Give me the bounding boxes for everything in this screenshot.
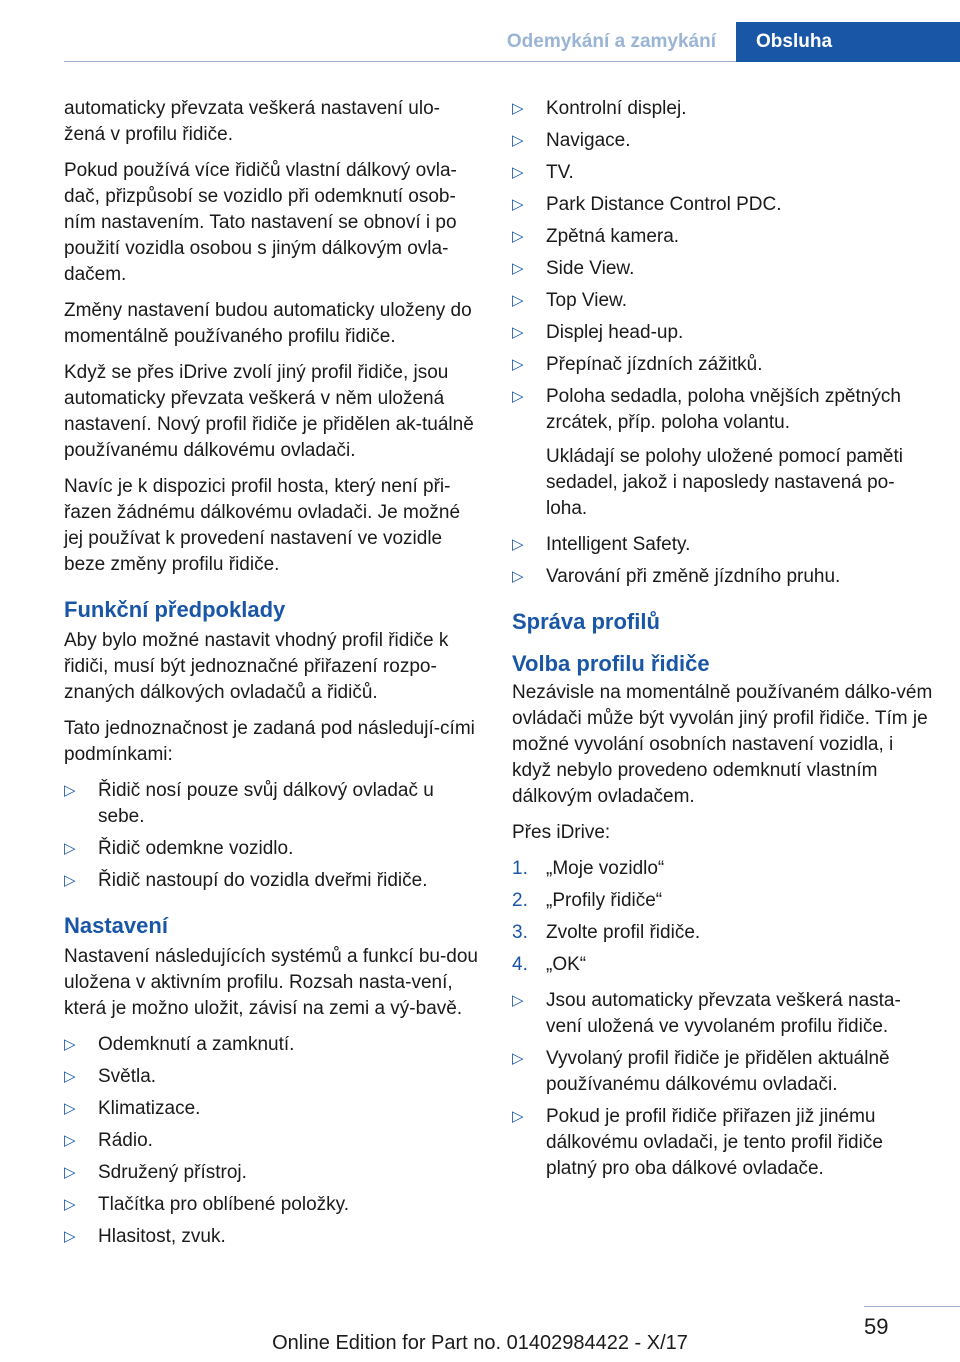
paragraph: Pokud používá více řidičů vlastní dálkový ovla-dač, přizpůsobí se vozidlo při odemknutí osob-ním nastavením. Tato nastavení se obnoví i po použití vozidla osobou s jiným dálkovým ovla-dačem. xyxy=(64,160,457,285)
step-item: 2. „Profily řidiče“ xyxy=(512,888,934,914)
bullet-triangle-icon: ▷ xyxy=(64,1196,76,1213)
header-section: Odemykání a zamykání xyxy=(506,31,716,52)
steps-list xyxy=(512,856,934,978)
heading-settings: Nastavení xyxy=(64,913,168,938)
footer-edition: Online Edition for Part no. 01402984422 - X/17 xyxy=(272,1332,688,1354)
heading-profile-management: Správa profilů xyxy=(512,609,660,634)
bullet-triangle-icon: ▷ xyxy=(512,568,524,585)
list-item: ▷ Vyvolaný profil řidiče je přidělen aktuálně používanému dálkovému ovladači. xyxy=(512,1048,890,1095)
settings-list-end xyxy=(512,532,934,590)
bullet-triangle-icon: ▷ xyxy=(64,1132,76,1149)
bullet-triangle-icon: ▷ xyxy=(512,356,524,373)
step-item: 1. „Moje vozidlo“ xyxy=(512,856,934,882)
heading-functional-requirements: Funkční předpoklady xyxy=(64,597,286,622)
paragraph: automaticky převzata veškerá nastavení ulo-žená v profilu řidiče. xyxy=(64,98,440,145)
list-item: ▷ Odemknutí a zamknutí. xyxy=(64,1032,480,1058)
list-item: ▷ Park Distance Control PDC. xyxy=(512,192,934,218)
list-item: ▷ Tlačítka pro oblíbené položky. xyxy=(64,1192,480,1218)
left-column xyxy=(64,96,480,1260)
bullet-triangle-icon: ▷ xyxy=(64,1164,76,1181)
list-item: ▷ Displej head-up. xyxy=(512,320,934,346)
settings-list xyxy=(64,1032,480,1250)
list-item: ▷ Jsou automaticky převzata veškerá nasta-vení uložená ve vyvolaném profilu řidiče. xyxy=(512,990,901,1037)
list-item: ▷ Navigace. xyxy=(512,128,934,154)
results-list xyxy=(512,988,934,1182)
paragraph: Navíc je k dispozici profil hosta, který není při-řazen žádnému dálkovému ovladači. Je možné jej používat k provedení nastavení ve vozidle beze změny profilu řidiče. xyxy=(64,476,461,575)
step-number: 2. xyxy=(512,890,528,911)
bullet-triangle-icon: ▷ xyxy=(512,100,524,117)
step-number: 4. xyxy=(512,954,528,975)
header-rule xyxy=(64,61,736,62)
heading-driver-profile-selection: Volba profilu řidiče xyxy=(512,651,710,676)
bullet-triangle-icon: ▷ xyxy=(512,992,524,1009)
list-item: ▷ Kontrolní displej. xyxy=(512,96,934,122)
bullet-triangle-icon: ▷ xyxy=(512,1050,524,1067)
page-number: 59 xyxy=(864,1314,889,1339)
list-item: ▷ Přepínač jízdních zážitků. xyxy=(512,352,934,378)
right-column xyxy=(512,96,934,1192)
list-note: Ukládají se polohy uložené pomocí paměti sedadel, jakož i naposledy nastavená po-loha. xyxy=(546,446,903,519)
bullet-triangle-icon: ▷ xyxy=(512,228,524,245)
list-item: ▷ Rádio. xyxy=(64,1128,480,1154)
bullet-triangle-icon: ▷ xyxy=(64,840,76,857)
bullet-triangle-icon: ▷ xyxy=(512,164,524,181)
bullet-triangle-icon: ▷ xyxy=(512,292,524,309)
bullet-triangle-icon: ▷ xyxy=(64,782,76,799)
paragraph: Nezávisle na momentálně používaném dálko-vém ovládači může být vyvolán jiný profil řidiče. Tím je možné vyvolání osobních nastavení vozidla, i když nebylo provedeno odemknutí vlastním dálkovým ovladačem. xyxy=(512,682,933,807)
page-number-rule xyxy=(864,1306,960,1307)
paragraph: Změny nastavení budou automaticky uloženy do momentálně používaného profilu řidiče. xyxy=(64,300,472,347)
bullet-triangle-icon: ▷ xyxy=(64,872,76,889)
list-item: ▷ Řidič nosí pouze svůj dálkový ovladač u sebe. xyxy=(64,780,434,827)
bullet-triangle-icon: ▷ xyxy=(64,1068,76,1085)
list-item: ▷ Světla. xyxy=(64,1064,480,1090)
list-item: ▷ Poloha sedadla, poloha vnějších zpětných zrcátek, příp. poloha volantu. xyxy=(512,386,901,433)
list-item: ▷ TV. xyxy=(512,160,934,186)
step-item: 4. „OK“ xyxy=(512,952,934,978)
list-item: ▷ Side View. xyxy=(512,256,934,282)
bullet-triangle-icon: ▷ xyxy=(512,196,524,213)
bullet-triangle-icon: ▷ xyxy=(512,324,524,341)
list-item: ▷ Klimatizace. xyxy=(64,1096,480,1122)
bullet-triangle-icon: ▷ xyxy=(512,1108,524,1125)
bullet-triangle-icon: ▷ xyxy=(64,1100,76,1117)
list-item: ▷ Intelligent Safety. xyxy=(512,532,934,558)
list-item: ▷ Sdružený přístroj. xyxy=(64,1160,480,1186)
list-item: ▷ Řidič nastoupí do vozidla dveřmi řidiče. xyxy=(64,868,480,894)
header-chapter: Obsluha xyxy=(736,22,960,62)
bullet-triangle-icon: ▷ xyxy=(512,260,524,277)
paragraph: Přes iDrive: xyxy=(512,822,611,843)
list-item: ▷ Zpětná kamera. xyxy=(512,224,934,250)
bullet-triangle-icon: ▷ xyxy=(512,132,524,149)
list-item: ▷ Varování při změně jízdního pruhu. xyxy=(512,564,934,590)
list-item: ▷ Pokud je profil řidiče přiřazen již jinému dálkovému ovladači, je tento profil řidiče platný pro oba dálkové ovladače. xyxy=(512,1106,883,1179)
list-item: ▷ Hlasitost, zvuk. xyxy=(64,1224,480,1250)
step-number: 3. xyxy=(512,922,528,943)
bullet-triangle-icon: ▷ xyxy=(64,1036,76,1053)
settings-list-continued xyxy=(512,96,934,436)
list-item: ▷ Top View. xyxy=(512,288,934,314)
conditions-list xyxy=(64,778,480,894)
list-item: ▷ Řidič odemkne vozidlo. xyxy=(64,836,480,862)
paragraph: Nastavení následujících systémů a funkcí bu-dou uložena v aktivním profilu. Rozsah nasta-vení, která je možno uložit, závisí na zemi a vý-bavě. xyxy=(64,946,479,1019)
bullet-triangle-icon: ▷ xyxy=(512,536,524,553)
paragraph: Tato jednoznačnost je zadaná pod následují-cími podmínkami: xyxy=(64,718,475,765)
bullet-triangle-icon: ▷ xyxy=(64,1228,76,1245)
paragraph: Když se přes iDrive zvolí jiný profil řidiče, jsou automaticky převzata veškerá v něm uložená nastavení. Nový profil řidiče je přidělen ak-tuálně používanému dálkovému ovladači. xyxy=(64,362,474,461)
step-number: 1. xyxy=(512,858,528,879)
step-item: 3. Zvolte profil řidiče. xyxy=(512,920,934,946)
bullet-triangle-icon: ▷ xyxy=(512,388,524,405)
paragraph: Aby bylo možné nastavit vhodný profil řidiče k řidiči, musí být jednoznačné přiřazení rozpo-znaných dálkových ovladačů a řidičů. xyxy=(64,630,449,703)
